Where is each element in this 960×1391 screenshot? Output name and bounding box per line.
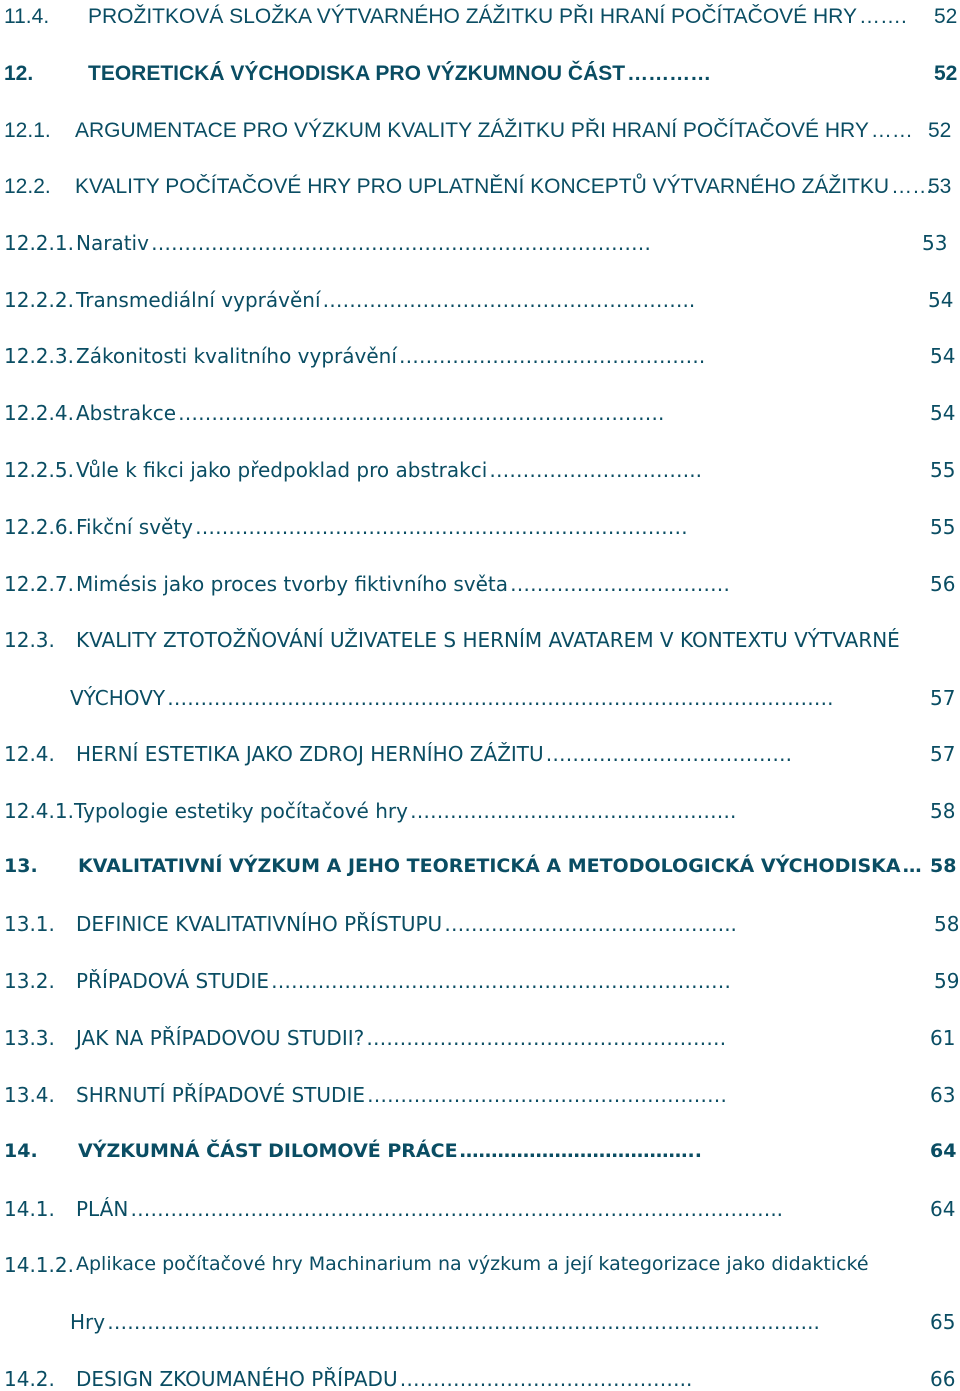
- entry-title: Zákonitosti kvalitního vyprávění: [76, 344, 397, 368]
- dot-leader: ……………………………………………………………….: [178, 401, 665, 425]
- entry-number: 12.2.3.: [4, 344, 74, 368]
- entry-number: 12.: [4, 62, 34, 85]
- dot-leader: ………………………………………………..: [322, 288, 696, 312]
- dot-leader: ……………………………………..: [399, 1367, 693, 1391]
- entry-number: 14.1.2.: [4, 1253, 74, 1277]
- entry-page: 64: [930, 1140, 957, 1162]
- entry-page: 52: [928, 119, 952, 142]
- entry-page: 53: [922, 231, 948, 255]
- entry-number: 12.2.: [4, 175, 51, 198]
- entry-title: JAK NA PŘÍPADOVOU STUDII?: [76, 1026, 365, 1050]
- entry-page: 66: [930, 1367, 956, 1391]
- entry-number: 14.: [4, 1140, 38, 1162]
- entry-number: 12.2.5.: [4, 458, 74, 482]
- entry-page: 54: [930, 401, 956, 425]
- entry-title: Hry: [70, 1310, 106, 1334]
- dot-leader: ………………………………………………: [366, 1026, 727, 1050]
- entry-page: 57: [930, 742, 956, 766]
- dot-leader: …: [902, 855, 922, 877]
- entry-page: 58: [930, 799, 956, 823]
- entry-number: 12.2.2.: [4, 288, 74, 312]
- entry-title: HERNÍ ESTETIKA JAKO ZDROJ HERNÍHO ZÁŽITU: [76, 742, 544, 766]
- entry-number: 12.3.: [4, 628, 55, 652]
- entry-page: 59: [934, 969, 960, 993]
- entry-number: 13.2.: [4, 969, 55, 993]
- entry-number: 14.1.: [4, 1197, 55, 1221]
- entry-page: 58: [934, 912, 960, 936]
- entry-title: Aplikace počítačové hry Machinarium na výzkum a její kategorizace jako didaktické: [76, 1253, 869, 1275]
- entry-title: Typologie estetiky počítačové hry: [74, 799, 408, 823]
- entry-title: VÝZKUMNÁ ČÁST DILOMOVÉ PRÁCE: [78, 1140, 458, 1162]
- entry-page: 54: [928, 288, 954, 312]
- entry-page: 56: [930, 572, 956, 596]
- dot-leader: ……: [891, 175, 934, 198]
- entry-number: 14.2.: [4, 1367, 55, 1391]
- entry-title: SHRNUTÍ PŘÍPADOVÉ STUDIE: [76, 1083, 365, 1107]
- entry-number: 13.1.: [4, 912, 55, 936]
- entry-page: 64: [930, 1197, 956, 1221]
- entry-title: PLÁN: [76, 1197, 129, 1221]
- entry-title: Mimésis jako proces tvorby fiktivního světa: [76, 572, 509, 596]
- dot-leader: ………………………………………………: [366, 1083, 727, 1107]
- entry-title: ARGUMENTACE PRO VÝZKUM KVALITY ZÁŽITKU PŘI HRANÍ POČÍTAČOVÉ HRY: [75, 119, 869, 142]
- entry-title: KVALITATIVNÍ VÝZKUM A JEHO TEORETICKÁ A METODOLOGICKÁ VÝCHODISKA: [78, 855, 901, 877]
- dot-leader: …………………………..: [489, 458, 702, 482]
- entry-number: 12.2.1.: [4, 231, 74, 255]
- entry-page: 65: [930, 1310, 956, 1334]
- entry-title: KVALITY ZTOTOŽŇOVÁNÍ UŽIVATELE S HERNÍM AVATAREM V KONTEXTU VÝTVARNÉ: [76, 628, 900, 652]
- entry-number: 12.1.: [4, 119, 51, 142]
- entry-page: 52: [934, 5, 958, 28]
- dot-leader: ……………………………..…………………………………: [195, 515, 688, 539]
- entry-number: 13.4.: [4, 1083, 55, 1107]
- dot-leader: ……………………………………………………………………………………….: [167, 686, 834, 710]
- entry-page: 55: [930, 458, 956, 482]
- entry-page: 54: [930, 344, 956, 368]
- entry-number: 12.4.: [4, 742, 55, 766]
- entry-title: Narativ: [76, 231, 149, 255]
- entry-page: 53: [928, 175, 952, 198]
- entry-title: Fikční světy: [76, 515, 194, 539]
- entry-page: 57: [930, 686, 956, 710]
- entry-title: Abstrakce: [76, 401, 176, 425]
- entry-number: 12.2.4.: [4, 401, 74, 425]
- entry-page: 52: [934, 62, 958, 85]
- dot-leader: ……………………………: [510, 572, 731, 596]
- entry-title: DESIGN ZKOUMANÉHO PŘÍPADU: [76, 1367, 398, 1391]
- entry-number: 11.4.: [4, 5, 50, 28]
- dot-leader: ……: [870, 119, 913, 142]
- entry-page: 61: [930, 1026, 956, 1050]
- entry-title: KVALITY POČÍTAČOVÉ HRY PRO UPLATNĚNÍ KONCEPTŮ VÝTVARNÉHO ZÁŽITKU: [75, 175, 890, 198]
- dot-leader: …….: [858, 5, 907, 28]
- entry-page: 63: [930, 1083, 956, 1107]
- entry-title: PŘÍPADOVÁ STUDIE: [76, 969, 270, 993]
- dot-leader: ………………………………..: [459, 1140, 702, 1162]
- dot-leader: ……………………………………….: [398, 344, 706, 368]
- entry-page: 58: [930, 855, 957, 877]
- entry-title: DEFINICE KVALITATIVNÍHO PŘÍSTUPU: [76, 912, 443, 936]
- entry-number: 13.: [4, 855, 38, 877]
- dot-leader: ……………………………………..: [444, 912, 737, 936]
- dot-leader: ………………………………………….: [409, 799, 737, 823]
- dot-leader: …………: [627, 62, 712, 85]
- dot-leader: ……………………………….: [545, 742, 793, 766]
- entry-title: PROŽITKOVÁ SLOŽKA VÝTVARNÉHO ZÁŽITKU PŘI HRANÍ POČÍTAČOVÉ HRY: [88, 5, 857, 28]
- entry-number: 12.2.7.: [4, 572, 74, 596]
- entry-number: 12.2.6.: [4, 515, 74, 539]
- entry-page: 55: [930, 515, 956, 539]
- entry-number: 13.3.: [4, 1026, 55, 1050]
- entry-title: Transmediální vyprávění: [76, 288, 321, 312]
- dot-leader: …………………………………………………………………: [150, 231, 651, 255]
- entry-title: TEORETICKÁ VÝCHODISKA PRO VÝZKUMNOU ČÁST: [88, 62, 626, 85]
- entry-number: 12.4.1.: [4, 799, 74, 823]
- dot-leader: ……………………………………………………………………………………………..: [107, 1310, 820, 1334]
- entry-title: VÝCHOVY: [70, 686, 166, 710]
- dot-leader: ……………………………………………………………: [271, 969, 732, 993]
- dot-leader: ……………………………………………………………………………………..: [130, 1197, 784, 1221]
- entry-title: Vůle k fikci jako předpoklad pro abstrakci: [76, 458, 488, 482]
